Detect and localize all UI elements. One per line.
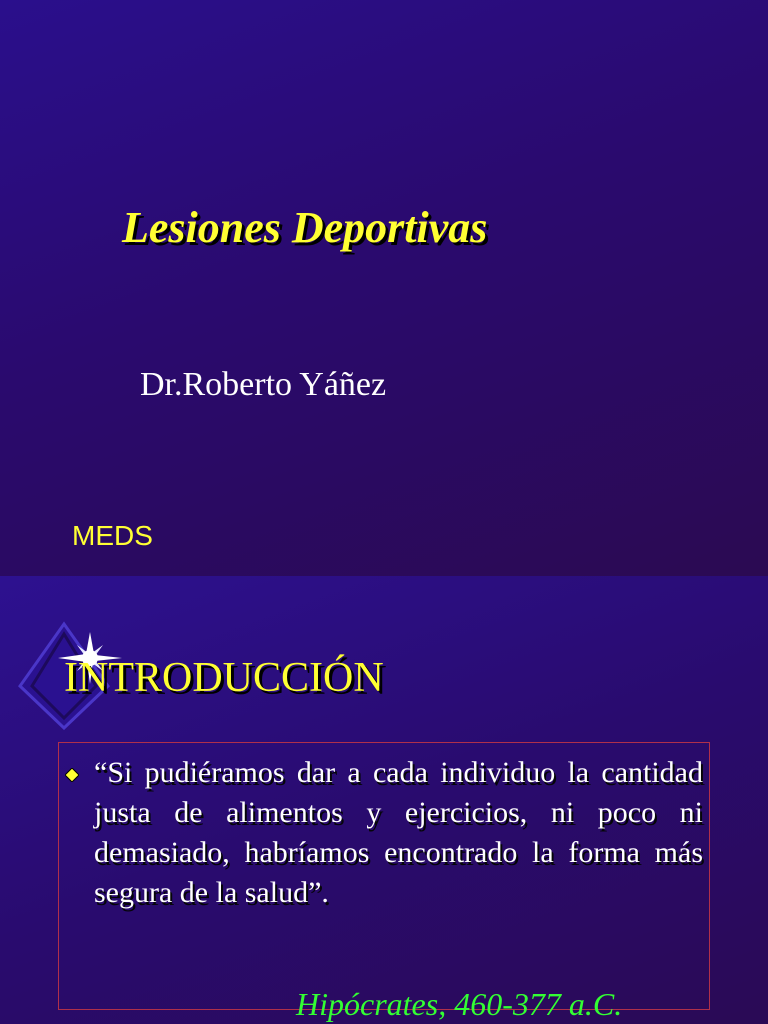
author-name: Dr.Roberto Yáñez <box>140 366 387 403</box>
presentation-title: Lesiones Deportivas <box>122 203 488 252</box>
section-heading: INTRODUCCIÓN <box>64 655 384 701</box>
quote-text: “Si pudiéramos dar a cada individuo la cantidad justa de alimentos y ejercicios, ni poco ni demasiado, habríamos encontrado la forma más segura de la salud”. <box>94 756 703 909</box>
slide-introduction <box>0 576 768 1024</box>
organization-name: MEDS <box>72 520 153 551</box>
diamond-bullet-icon <box>65 768 79 782</box>
quote-attribution: Hipócrates, 460-377 a.C. <box>296 986 623 1022</box>
quote-box <box>58 742 710 1010</box>
